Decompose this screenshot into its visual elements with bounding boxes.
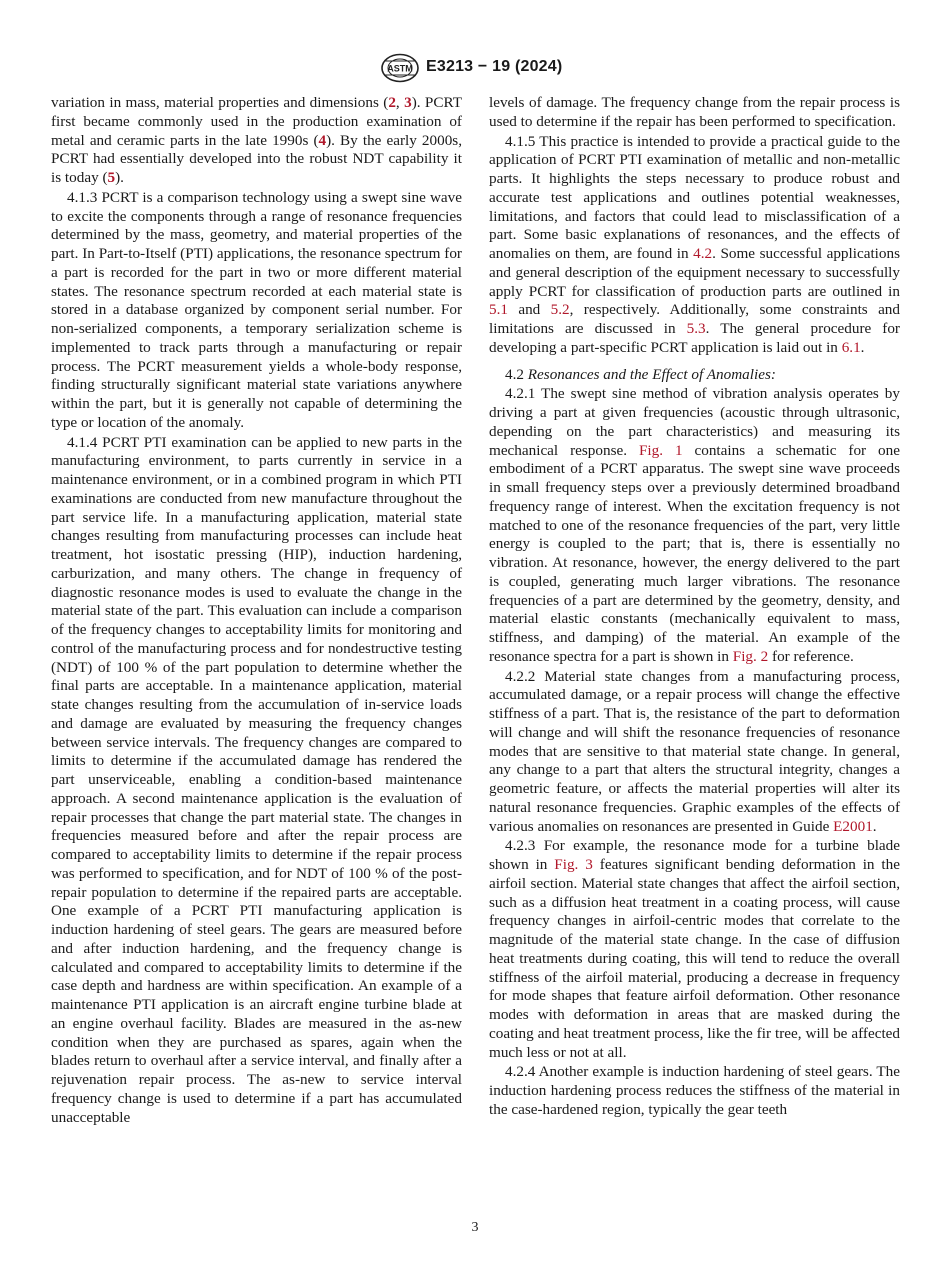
standard-designation: E3213 − 19 (2024) [426, 58, 563, 75]
right-column [489, 94, 900, 1120]
section-heading-4-2 [489, 366, 900, 385]
reference-link-2[interactable]: 2 [388, 94, 396, 111]
paragraph-4-2-4: 4.2.4 Another example is induction hardening of steel gears. The induction hardening process reduces the stiffness of the material in the case-hardened region, typically the gear teeth [489, 1063, 900, 1118]
page-header [0, 53, 950, 85]
section-number: 4.2 [505, 365, 524, 383]
standard-link-e2001[interactable]: E2001 [833, 817, 873, 835]
section-title: Resonances and the Effect of Anomalies: [527, 365, 776, 383]
section-link-6-1[interactable]: 6.1 [841, 338, 861, 356]
paragraph-4-1-3: 4.1.3 PCRT is a comparison technology using a swept sine wave to excite the components through a range of resonance frequencies determined by the mass, geometry, and material properties of the part. In Part-to-Itself (PTI) applications, the resonance spectrum for a part is recorded for the part in two or more different material states. The resonance spectrum recorded at each material state is stored in a database organized by component serial number. For non-serialized components, a temporary serialization scheme is implemented to track parts through a manufacturing or repair process. The PCRT measurement yields a whole-body response, finding structurally significant material state variations anywhere within the part, but it is generally not capable of determining the type or location of the anomaly. [51, 188, 462, 431]
figure-link-3[interactable]: Fig. 3 [554, 856, 593, 873]
svg-text:ASTM: ASTM [387, 63, 413, 74]
page-number: 3 [471, 1220, 479, 1235]
reference-link-5[interactable]: 5 [107, 169, 116, 186]
paragraph-4-1-5: 4.1.5 This practice is intended to provide a practical guide to the application of PCRT PTI examination of metallic and non-metallic parts. It highlights the steps necessary to produce robust and accurate test applications and outlines potential weaknesses, limitations, and factors that could lead to misclassification of a part. Some basic explanations of resonances, and the effects of anomalies on them, are found in 4.2. Some successful applications and general description of the equipment necessary to successfully apply PCRT for classification of production parts are outlined in 5.1 and 5.2, respectively. Additionally, some constraints and limitations are discussed in 5.3. The general procedure for developing a part-specific PCRT application is laid out in 6.1. [489, 132, 900, 356]
section-link-4-2[interactable]: 4.2 [693, 245, 713, 262]
section-link-5-2[interactable]: 5.2 [550, 301, 570, 319]
paragraph-continued: variation in mass, material properties and dimensions (2, 3). PCRT first became commonly used in the production examination of metal and ceramic parts in the late 1990s (4). By the early 2000s, PCRT had essentially developed into the robust NDT capability it is today (5). [51, 94, 462, 186]
reference-link-4[interactable]: 4 [318, 131, 327, 149]
paragraph-4-2-1: 4.2.1 The swept sine method of vibration analysis operates by driving a part at given frequencies (acoustic through ultrasonic, depending on the part characteristics) and measuring its mechanical response. Fig. 1 contains a schematic for one embodiment of a PCRT apparatus. The swept sine wave proceeds in small frequency steps over a previously determined broadband frequency range of interest. When the excitation frequency is not matched to one of the resonance frequencies of the part, very little energy is coupled to the part; that is, there is essentially no vibration. At resonance, however, the energy delivered to the part is coupled, generating much larger vibrations. The resonance frequencies of a part are determined by the geometry, density, and material elastic constants (mechanically equivalent to mass, stiffness, and damping) of the material. An example of the resonance spectra for a part is shown in Fig. 2 for reference. [489, 385, 900, 665]
astm-logo-icon [380, 53, 420, 83]
reference-link-3[interactable]: 3 [404, 94, 412, 111]
figure-link-1[interactable]: Fig. 1 [638, 441, 683, 459]
paragraph-continued-right: levels of damage. The frequency change from the repair process is used to determine if the repair has been performed to specification. [489, 94, 900, 130]
section-link-5-1[interactable]: 5.1 [489, 301, 508, 319]
figure-link-2[interactable]: Fig. 2 [732, 647, 769, 665]
paragraph-4-2-3: 4.2.3 For example, the resonance mode for a turbine blade shown in Fig. 3 features significant bending deformation in the airfoil section. Material state changes that affect the airfoil section, such as a diffusion heat treatment in a coating process, will cause frequency changes in airfoil-centric modes that correlate to the magnitude of the material state change. In the case of diffusion heat treatments during coating, this will tend to reduce the overall stiffness of the airfoil material, producing a decrease in frequency for mode shapes that feature airfoil deformation. Other resonance modes with deformation in areas that are masked during the coating and heat treatment process, like the fir tree, will be affected much less or not at all. [489, 837, 900, 1061]
paragraph-4-2-2: 4.2.2 Material state changes from a manufacturing process, accumulated damage, or a repair process will change the effective stiffness of a part. That is, the resistance of the part to deformation will change and will shift the resonance frequencies of resonance modes that are sensitive to that material state change. In general, any change to a part that alters the structural integrity, changes a geometric feature, or affects the material properties will alter its natural resonance frequencies. Graphic examples of the effects of various anomalies on resonances are presented in Guide E2001. [489, 667, 900, 835]
left-column [51, 94, 462, 1127]
section-link-5-3[interactable]: 5.3 [686, 320, 706, 337]
paragraph-4-1-4: 4.1.4 PCRT PTI examination can be applied to new parts in the manufacturing environment, to parts currently in service in a maintenance environment, or in a combined program in which PTI examinations are conducted from new manufacture throughout the part service life. In a manufacturing application, material state changes resulting from manufacturing processes can include heat treatment, hot isostatic pressing (HIP), induction hardening, carburization, and many others. The change in frequency of diagnostic resonance modes is used to evaluate the change in the material state of the part. This evaluation can include a comparison of the frequency changes to acceptability limits for monitoring and control of the manufacturing process and for nondestructive testing (NDT) of 100 % of the part population to determine whether the final parts are acceptable. In a maintenance application, material state changes resulting from the accumulation of in-service loads and damage are evaluated by measuring the frequency changes between service intervals. The frequency changes are compared to limits to determine if the accumulated damage has rendered the part unserviceable, enabling a condition-based maintenance approach. A second maintenance application is the evaluation of repair processes that change the part material state. The changes in frequencies measured before and after the repair process are compared to acceptability limits to determine if the repair process was performed to specification, and for NDT of 100 % of the post-repair population to determine if the repaired parts are acceptable. One example of a PCRT PTI manufacturing application is induction hardening of steel gears. The gears are measured before and after induction hardening, and the frequency change is calculated and compared to acceptability limits to determine if the case depth and hardness are within specification. An example of a maintenance PTI application is an aircraft engine turbine blade at an engine overhaul facility. Blades are measured in the as-new condition when they are purchased as spares, again when the blades return to overhaul after a service interval, and finally after a rejuvenation repair process. The as-new to service interval frequency change is used to determine if a part has accumulated unacceptable [51, 433, 462, 1126]
